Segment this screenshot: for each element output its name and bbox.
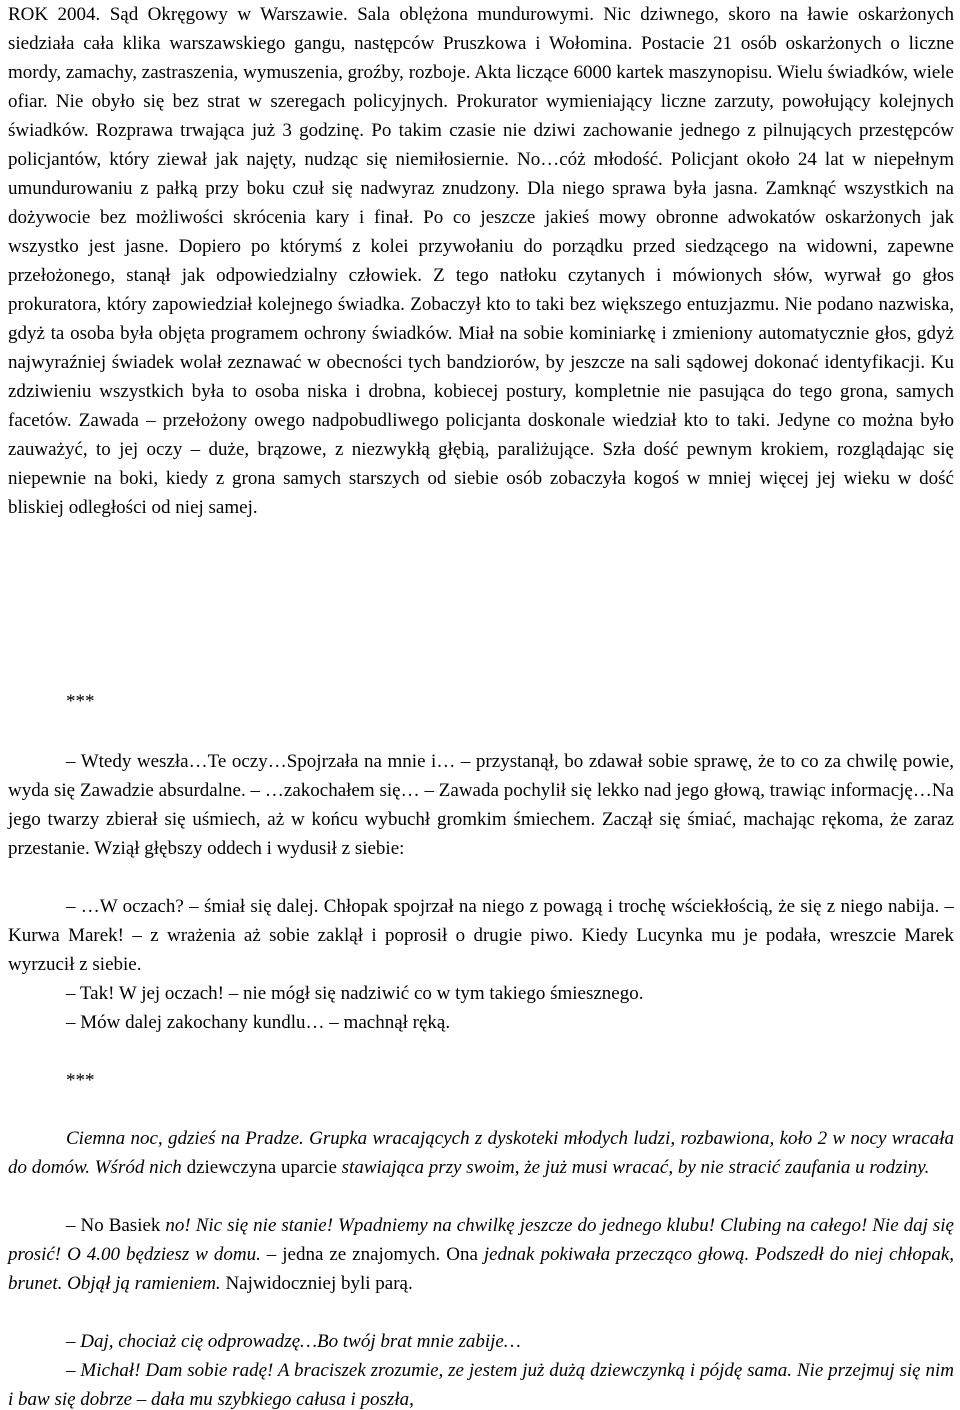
text-segment-upright: dziewczyna uparcie — [186, 1157, 337, 1178]
text-segment-upright: – jedna ze znajomych. Ona — [266, 1244, 478, 1265]
text-segment: stawiająca przy swoim, że już musi wracać, by nie stracić zaufania u rodziny. — [341, 1157, 930, 1178]
paragraph-dialogue-4: – Michał! Dam sobie radę! A braciszek zrozumie, ze jestem już dużą dziewczynką i pójdę sama. Nie przejmuj się nim i baw się dobrze – dała mu szybkiego całusa i poszła, — [8, 1360, 954, 1410]
section-separator: *** — [66, 1070, 95, 1091]
text-segment-upright: Najwidoczniej byli parą. — [225, 1273, 413, 1294]
paragraph-court-scene: ROK 2004. Sąd Okręgowy w Warszawie. Sala oblężona mundurowymi. Nic dziwnego, skoro na ławie oskarżonych siedziała cała klika warszawskiego gangu, następców Pruszkowa i Wołomina. Postacie 21 osób oskarżonych o liczne mordy, zamachy, zastraszenia, wymuszenia, groźby, rozboje. Akta liczące 6000 kartek maszynopisu. Wielu świadków, wiele ofiar. Nie obyło się bez strat w szeregach policyjnych. Prokurator wymieniający liczne zarzuty, powołujący kolejnych świadków. Rozprawa trwająca już 3 godzinę. Po takim czasie nie dziwi zachowanie jednego z pilnujących przestępców policjantów, który ziewał jak najęty, nudząc się niemiłosiernie. No…cóż młodość. Policjant około 24 lat w niepełnym umundurowaniu z pałką przy boku czuł się nadwyraz znudzony. Dla niego sprawa była jasna. Zamknąć wszystkich na dożywocie bez możliwości skrócenia kary i finał. Po co jeszcze jakieś mowy obronne adwokatów oskarżonych jak wszystko jest jasne. Dopiero po którymś z kolei przywołaniu do porządku przed siedzącego na widowni, zapewne przełożonego, stanął jak odpowiedzialny człowiek. Z tego natłoku czytanych i mówionych słów, wyrwał go głos prokuratora, który zapowiedział kolejnego świadka. Zobaczył kto to taki bez większego entuzjazmu. Nie podano nazwiska, gdyż ta osoba była objęta programem ochrony świadków. Miał na sobie kominiarkę i zmieniony automatycznie głos, gdyż najwyraźniej świadek wolał zeznawać w obecności tych bandziorów, by jeszcze na sali sądowej dokonać identyfikacji. Ku zdziwieniu wszystkich była to osoba niska i drobna, kobiecej postury, kompletnie nie pasująca do tego grona, samych facetów. Zawada – przełożony owego nadpobudliwego policjanta doskonale wiedział kto to taki. Jedyne co można było zauważyć, to jej oczy – duże, brązowe, z niezwykłą głębią, paraliżujące. Szła dość pewnym krokiem, rozglądając się niepewnie na boki, kiedy z grona samych starszych od siebie osób zobaczyła kogoś w mniej więcej jej wieku w dość bliskiej odległości od niej samej. — [8, 4, 954, 518]
dialogue-line: – Mów dalej zakochany kundlu… – machnął ręką. — [66, 1012, 451, 1033]
text-segment: jednak pokiwała przecząco głową. Podszedł do niej chłopak, brunet. Objął ją ramieniem. — [8, 1244, 954, 1294]
paragraph-prague-night — [8, 1124, 954, 1182]
paragraph-dialogue-2: – …W oczach? – śmiał się dalej. Chłopak spojrzał na niego z powagą i trochę wściekłością, że się z niego nabija. – Kurwa Marek! – z wrażenia aż sobie zaklął i poprosił o drugie piwo. Kiedy Lucynka mu je podała, wreszcie Marek wyrzucił z siebie. — [8, 896, 954, 975]
text-segment: no! Nic się nie stanie! Wpadniemy na chwilkę jeszcze do jednego klubu! Clubing na całego! Nie daj się prosić! O 4.00 będziesz w domu. — [8, 1215, 954, 1265]
paragraph-dialogue-3 — [8, 1211, 954, 1298]
text-segment: Ciemna noc, gdzieś na Pradze. Grupka wracających z dyskoteki młodych ludzi, rozbawiona, koło 2 w nocy wracała do domów. Wśród nich — [8, 1128, 954, 1178]
section-separator: *** — [66, 691, 95, 712]
paragraph-dialogue-1: – Wtedy weszła…Te oczy…Spojrzała na mnie i… – przystanął, bo zdawał sobie sprawę, że to co za chwilę powie, wyda się Zawadzie absurdalne. – …zakochałem się… – Zawada pochylił się lekko nad jego głową, trawiąc informację…Na jego twarzy zbierał się uśmiech, aż w końcu wybuchł gromkim śmiechem. Zaczął się śmiać, machając rękoma, że zaraz przestanie. Wziął głębszy oddech i wydusił z siebie: — [8, 751, 954, 859]
text-segment-upright: – No Basiek — [66, 1215, 161, 1236]
dialogue-line: – Daj, chociaż cię odprowadzę…Bo twój brat mnie zabije… — [66, 1331, 521, 1352]
dialogue-line: – Tak! W jej oczach! – nie mógł się nadziwić co w tym takiego śmiesznego. — [66, 983, 644, 1004]
